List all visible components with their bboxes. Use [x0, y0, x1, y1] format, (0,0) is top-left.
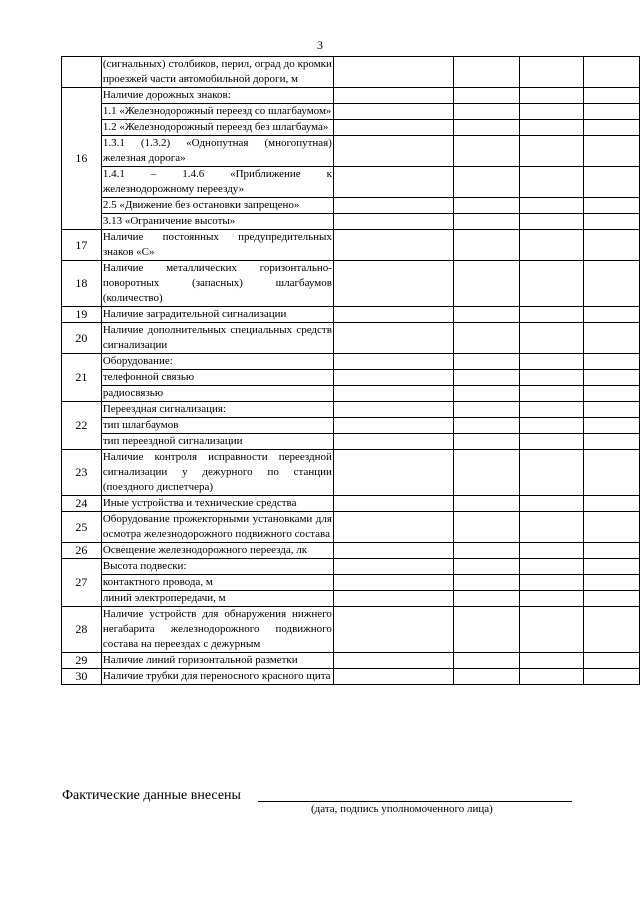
table-row — [62, 136, 640, 167]
value-cell[interactable] — [454, 418, 520, 434]
table-row — [62, 402, 640, 418]
value-cell[interactable] — [454, 354, 520, 370]
row-number: 16 — [62, 88, 102, 230]
table-row — [62, 669, 640, 685]
value-cell[interactable] — [454, 450, 520, 496]
value-cell[interactable] — [584, 543, 640, 559]
value-cell[interactable] — [519, 57, 584, 88]
value-cell[interactable] — [454, 386, 520, 402]
value-cell[interactable] — [454, 559, 520, 575]
value-cell[interactable] — [584, 120, 640, 136]
value-cell[interactable] — [584, 57, 640, 88]
value-cell[interactable] — [454, 104, 520, 120]
value-cell[interactable] — [519, 386, 584, 402]
value-cell[interactable] — [333, 418, 453, 434]
page-number: 3 — [317, 38, 323, 52]
value-cell[interactable] — [519, 370, 584, 386]
value-cell[interactable] — [519, 167, 584, 198]
row-description: Наличие дорожных знаков: — [101, 88, 333, 104]
value-cell[interactable] — [584, 450, 640, 496]
value-cell[interactable] — [333, 230, 453, 261]
value-cell[interactable] — [333, 120, 453, 136]
table-row — [62, 370, 640, 386]
table-row — [62, 496, 640, 512]
value-cell[interactable] — [333, 354, 453, 370]
table-row — [62, 512, 640, 543]
value-cell[interactable] — [584, 136, 640, 167]
row-description: Наличие линий горизонтальной разметки — [101, 653, 333, 669]
table-row — [62, 167, 640, 198]
value-cell[interactable] — [519, 354, 584, 370]
row-description: радиосвязью — [101, 386, 333, 402]
row-number: 23 — [62, 450, 102, 496]
value-cell[interactable] — [454, 496, 520, 512]
value-cell[interactable] — [584, 512, 640, 543]
value-cell[interactable] — [454, 402, 520, 418]
table-row — [62, 418, 640, 434]
value-cell[interactable] — [584, 370, 640, 386]
value-cell[interactable] — [454, 88, 520, 104]
value-cell[interactable] — [519, 591, 584, 607]
value-cell[interactable] — [584, 230, 640, 261]
value-cell[interactable] — [519, 669, 584, 685]
value-cell[interactable] — [584, 653, 640, 669]
value-cell[interactable] — [584, 591, 640, 607]
value-cell[interactable] — [333, 323, 453, 354]
row-description: Наличие трубки для переносного красного щита — [101, 669, 333, 685]
table-row — [62, 354, 640, 370]
value-cell[interactable] — [454, 198, 520, 214]
table-row — [62, 450, 640, 496]
value-cell[interactable] — [333, 543, 453, 559]
value-cell[interactable] — [454, 261, 520, 307]
value-cell[interactable] — [333, 512, 453, 543]
value-cell[interactable] — [584, 88, 640, 104]
value-cell[interactable] — [454, 370, 520, 386]
row-description: Наличие устройств для обнаружения нижнего негабарита железнодорожного подвижного состава на переездах с дежурным — [101, 607, 333, 653]
row-description: Оборудование: — [101, 354, 333, 370]
value-cell[interactable] — [584, 402, 640, 418]
row-description: 1.1 «Железнодорожный переезд со шлагбаумом» — [101, 104, 333, 120]
row-description: Наличие дополнительных специальных средств сигнализации — [101, 323, 333, 354]
value-cell[interactable] — [584, 261, 640, 307]
row-description: Освещение железнодорожного переезда, лк — [101, 543, 333, 559]
signature-caption: (дата, подпись уполномоченного лица) — [311, 803, 493, 815]
row-number: 28 — [62, 607, 102, 653]
value-cell[interactable] — [519, 450, 584, 496]
row-description: телефонной связью — [101, 370, 333, 386]
value-cell[interactable] — [454, 653, 520, 669]
value-cell[interactable] — [333, 88, 453, 104]
row-number: 17 — [62, 230, 102, 261]
row-description: Иные устройства и технические средства — [101, 496, 333, 512]
row-number — [62, 57, 102, 88]
value-cell[interactable] — [519, 512, 584, 543]
value-cell[interactable] — [333, 402, 453, 418]
table-row — [62, 386, 640, 402]
row-description: 1.4.1 – 1.4.6 «Приближение к железнодорожному переезду» — [101, 167, 333, 198]
value-cell[interactable] — [519, 607, 584, 653]
row-number: 25 — [62, 512, 102, 543]
table-row — [62, 230, 640, 261]
row-description: Наличие контроля исправности переездной сигнализации у дежурного по станции (поездного диспетчера) — [101, 450, 333, 496]
value-cell[interactable] — [519, 104, 584, 120]
value-cell[interactable] — [333, 198, 453, 214]
table-row — [62, 57, 640, 88]
value-cell[interactable] — [519, 496, 584, 512]
value-cell[interactable] — [519, 543, 584, 559]
value-cell[interactable] — [454, 136, 520, 167]
table-row — [62, 307, 640, 323]
value-cell[interactable] — [454, 575, 520, 591]
value-cell[interactable] — [519, 323, 584, 354]
table-row — [62, 120, 640, 136]
value-cell[interactable] — [333, 496, 453, 512]
value-cell[interactable] — [519, 261, 584, 307]
value-cell[interactable] — [333, 591, 453, 607]
table-row — [62, 653, 640, 669]
value-cell[interactable] — [519, 214, 584, 230]
value-cell[interactable] — [454, 669, 520, 685]
value-cell[interactable] — [333, 136, 453, 167]
value-cell[interactable] — [454, 57, 520, 88]
value-cell[interactable] — [519, 434, 584, 450]
table-row — [62, 323, 640, 354]
table-row — [62, 434, 640, 450]
value-cell[interactable] — [454, 120, 520, 136]
value-cell[interactable] — [519, 120, 584, 136]
table-row — [62, 214, 640, 230]
table-row — [62, 198, 640, 214]
table-row — [62, 261, 640, 307]
value-cell[interactable] — [584, 323, 640, 354]
row-description: Оборудование прожекторными установками для осмотра железнодорожного подвижного состава — [101, 512, 333, 543]
value-cell[interactable] — [454, 543, 520, 559]
value-cell[interactable] — [519, 559, 584, 575]
value-cell[interactable] — [333, 214, 453, 230]
value-cell[interactable] — [584, 386, 640, 402]
value-cell[interactable] — [454, 591, 520, 607]
row-number: 18 — [62, 261, 102, 307]
value-cell[interactable] — [584, 418, 640, 434]
value-cell[interactable] — [519, 418, 584, 434]
value-cell[interactable] — [519, 198, 584, 214]
row-number: 30 — [62, 669, 102, 685]
value-cell[interactable] — [519, 307, 584, 323]
value-cell[interactable] — [584, 167, 640, 198]
value-cell[interactable] — [333, 57, 453, 88]
row-number: 19 — [62, 307, 102, 323]
value-cell[interactable] — [519, 575, 584, 591]
table-row — [62, 575, 640, 591]
row-number: 27 — [62, 559, 102, 607]
row-description: контактного провода, м — [101, 575, 333, 591]
value-cell[interactable] — [333, 104, 453, 120]
row-description: Наличие постоянных предупредительных знаков «С» — [101, 230, 333, 261]
row-description: 1.3.1 (1.3.2) «Однопутная (многопутная) железная дорога» — [101, 136, 333, 167]
row-description: тип шлагбаумов — [101, 418, 333, 434]
table-row — [62, 543, 640, 559]
table-row — [62, 591, 640, 607]
value-cell[interactable] — [584, 307, 640, 323]
row-description: Наличие металлических горизонтально-поворотных (запасных) шлагбаумов (количество) — [101, 261, 333, 307]
signature-label: Фактические данные внесены — [62, 788, 241, 803]
value-cell[interactable] — [519, 402, 584, 418]
value-cell[interactable] — [333, 653, 453, 669]
value-cell[interactable] — [333, 559, 453, 575]
value-cell[interactable] — [333, 261, 453, 307]
value-cell[interactable] — [519, 136, 584, 167]
value-cell[interactable] — [454, 607, 520, 653]
value-cell[interactable] — [333, 450, 453, 496]
row-description: линий электропередачи, м — [101, 591, 333, 607]
value-cell[interactable] — [333, 167, 453, 198]
row-description: 2.5 «Движение без остановки запрещено» — [101, 198, 333, 214]
table-row — [62, 88, 640, 104]
row-description: 3.13 «Ограничение высоты» — [101, 214, 333, 230]
value-cell[interactable] — [584, 434, 640, 450]
row-description: Высота подвески: — [101, 559, 333, 575]
value-cell[interactable] — [584, 559, 640, 575]
signature-rule — [258, 801, 572, 802]
row-number: 20 — [62, 323, 102, 354]
row-number: 21 — [62, 354, 102, 402]
row-description: 1.2 «Железнодорожный переезд без шлагбаума» — [101, 120, 333, 136]
table-row — [62, 559, 640, 575]
value-cell[interactable] — [584, 198, 640, 214]
value-cell[interactable] — [454, 307, 520, 323]
value-cell[interactable] — [333, 386, 453, 402]
row-description: Переездная сигнализация: — [101, 402, 333, 418]
value-cell[interactable] — [519, 653, 584, 669]
row-number: 26 — [62, 543, 102, 559]
value-cell[interactable] — [333, 607, 453, 653]
value-cell[interactable] — [454, 214, 520, 230]
value-cell[interactable] — [454, 167, 520, 198]
value-cell[interactable] — [584, 104, 640, 120]
table-row — [62, 607, 640, 653]
row-description: Наличие заградительной сигнализации — [101, 307, 333, 323]
value-cell[interactable] — [584, 214, 640, 230]
value-cell[interactable] — [454, 230, 520, 261]
value-cell[interactable] — [333, 434, 453, 450]
value-cell[interactable] — [584, 496, 640, 512]
value-cell[interactable] — [333, 307, 453, 323]
row-number: 22 — [62, 402, 102, 450]
inspection-form-table — [61, 56, 640, 685]
row-number: 24 — [62, 496, 102, 512]
value-cell[interactable] — [584, 607, 640, 653]
table-row — [62, 104, 640, 120]
value-cell[interactable] — [454, 323, 520, 354]
row-description: (сигнальных) столбиков, перил, оград до кромки проезжей части автомобильной дороги, м — [101, 57, 333, 88]
value-cell[interactable] — [519, 88, 584, 104]
value-cell[interactable] — [584, 669, 640, 685]
value-cell[interactable] — [519, 230, 584, 261]
value-cell[interactable] — [333, 669, 453, 685]
value-cell[interactable] — [454, 512, 520, 543]
value-cell[interactable] — [333, 575, 453, 591]
value-cell[interactable] — [584, 575, 640, 591]
value-cell[interactable] — [333, 370, 453, 386]
row-description: тип переездной сигнализации — [101, 434, 333, 450]
row-number: 29 — [62, 653, 102, 669]
value-cell[interactable] — [454, 434, 520, 450]
value-cell[interactable] — [584, 354, 640, 370]
